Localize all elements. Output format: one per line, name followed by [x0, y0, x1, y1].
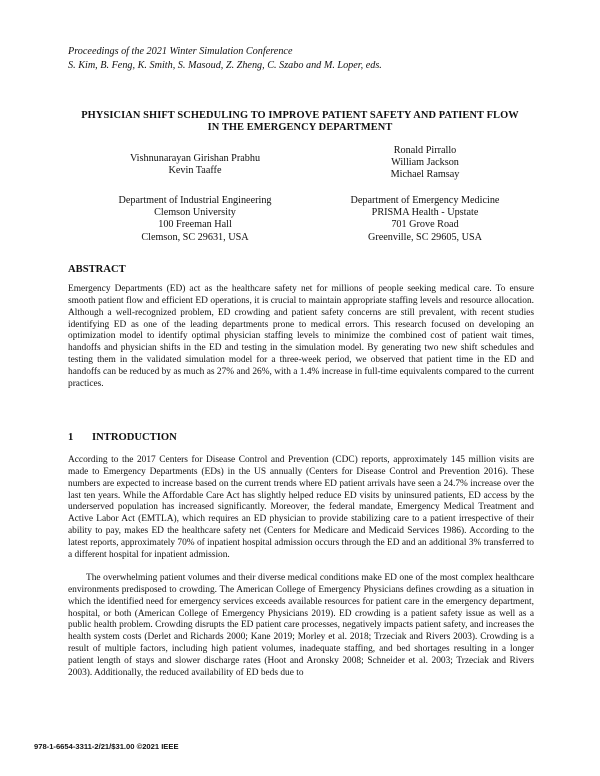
paper-title-line-2: IN THE EMERGENCY DEPARTMENT [207, 122, 393, 133]
affiliation-line: 701 Grove Road [391, 219, 459, 231]
affiliation-right [320, 195, 530, 244]
affiliation-line: Greenville, SC 29605, USA [367, 231, 483, 243]
affiliation-line: PRISMA Health - Upstate [371, 207, 479, 219]
author-name: William Jackson [391, 157, 459, 169]
introduction-heading [68, 432, 177, 443]
affiliation-line: Department of Industrial Engineering [118, 195, 272, 206]
proceedings-header [68, 45, 382, 73]
introduction-paragraph-2: The overwhelming patient volumes and their diverse medical conditions make ED one of the most complex healthcare environments predisposed to crowding. The American College of Emergency Physicians defines crowding as a situation in which the identified need for emergency services exceeds available resources for patient care in the emergency department, hospital, or both (American College of Emergency Physicians 2019). ED crowding is a patient safety issue as well as a public health problem. Crowding disrupts the ED patient care processes, negatively impacts patient safety, and increases the health system costs (Derlet and Richards 2000; Kane 2019; Morley et al. 2018; Trzeciak and Rivers 2003). Crowding is a result of multiple factors, including high patient volumes, inadequate staffing, and bed shortages resulting in a longer patient length of stays and slower discharge rates (Hoot and Aronsky 2008; Schneider et al. 2003; Trzeciak and Rivers 2003). Additionally, the reduced availability of ED beds due to [68, 573, 534, 678]
author-name: Vishnunarayan Girishan Prabhu [129, 153, 261, 164]
paper-title-line-1: PHYSICIAN SHIFT SCHEDULING TO IMPROVE PATIENT SAFETY AND PATIENT FLOW [81, 110, 519, 121]
section-title: INTRODUCTION [92, 432, 177, 443]
affiliation-line: 100 Freeman Hall [158, 219, 232, 231]
abstract-heading: ABSTRACT [68, 264, 126, 275]
author-name: Ronald Pirrallo [393, 145, 457, 156]
section-number: 1 [68, 432, 74, 443]
abstract-text: Emergency Departments (ED) act as the healthcare safety net for millions of people seeking medical care. To ensure smooth patient flow and efficient ED operations, it is crucial to maintain appropriate staffing levels and resource allocation. Although a well-recognized problem, ED crowding and patient safety concerns are still prevalent, with recent studies identifying ED as one of the leading departments prone to medical errors. This research focused on developing an optimization model to identify optimal physician staffing levels to minimize the combined cost of patient wait times, handoffs and physician shifts in the ED and testing in the simulation model. By generating two new shift schedules and testing them in the validated simulation model for a three-week period, we observed that patient time in the ED and handoffs can be reduced by as much as 27% and 26%, with a 1.4% increase in full-time equivalents compared to the current practices. [68, 284, 534, 389]
author-name: Michael Ramsay [390, 169, 460, 181]
affiliation-line: Clemson, SC 29631, USA [141, 231, 249, 243]
introduction-paragraph-1: According to the 2017 Centers for Disease Control and Prevention (CDC) reports, approximately 145 million visits are made to Emergency Departments (EDs) in the US annually (Centers for Disease Control and Prevention 2016). These numbers are expected to increase based on the current trends where ED patient arrivals have seen a 24.7% increase over the last ten years. While the Affordable Care Act has slightly helped reduce ED visits by uninsured patients, ED access by the underserved population has increased significantly. Moreover, the federal mandate, Emergency Medical Treatment and Active Labor Act (EMTLA), which requires an ED physician to provide stabilizing care to a patient irrespective of their ability to pay, makes ED the healthcare safety net (Centers for Medicare and Medicaid Services 1986). According to the latest reports, approximately 70% of inpatient hospital admission occurs through the ED and an additional 3% transferred to a different hospital for inpatient admission. [68, 455, 534, 560]
author-names-left [110, 153, 280, 177]
proceedings-editors: S. Kim, B. Feng, K. Smith, S. Masoud, Z. Zheng, C. Szabo and M. Loper, eds. [68, 60, 382, 71]
paper-title [60, 110, 540, 134]
author-name: Kevin Taaffe [168, 165, 222, 177]
author-names-right [330, 145, 520, 182]
copyright-footer: 978-1-6654-3311-2/21/$31.00 ©2021 IEEE [34, 742, 179, 751]
affiliation-line: Clemson University [154, 207, 236, 219]
affiliation-left [110, 195, 280, 244]
proceedings-title: Proceedings of the 2021 Winter Simulation Conference [68, 46, 293, 57]
affiliation-line: Department of Emergency Medicine [350, 195, 500, 206]
